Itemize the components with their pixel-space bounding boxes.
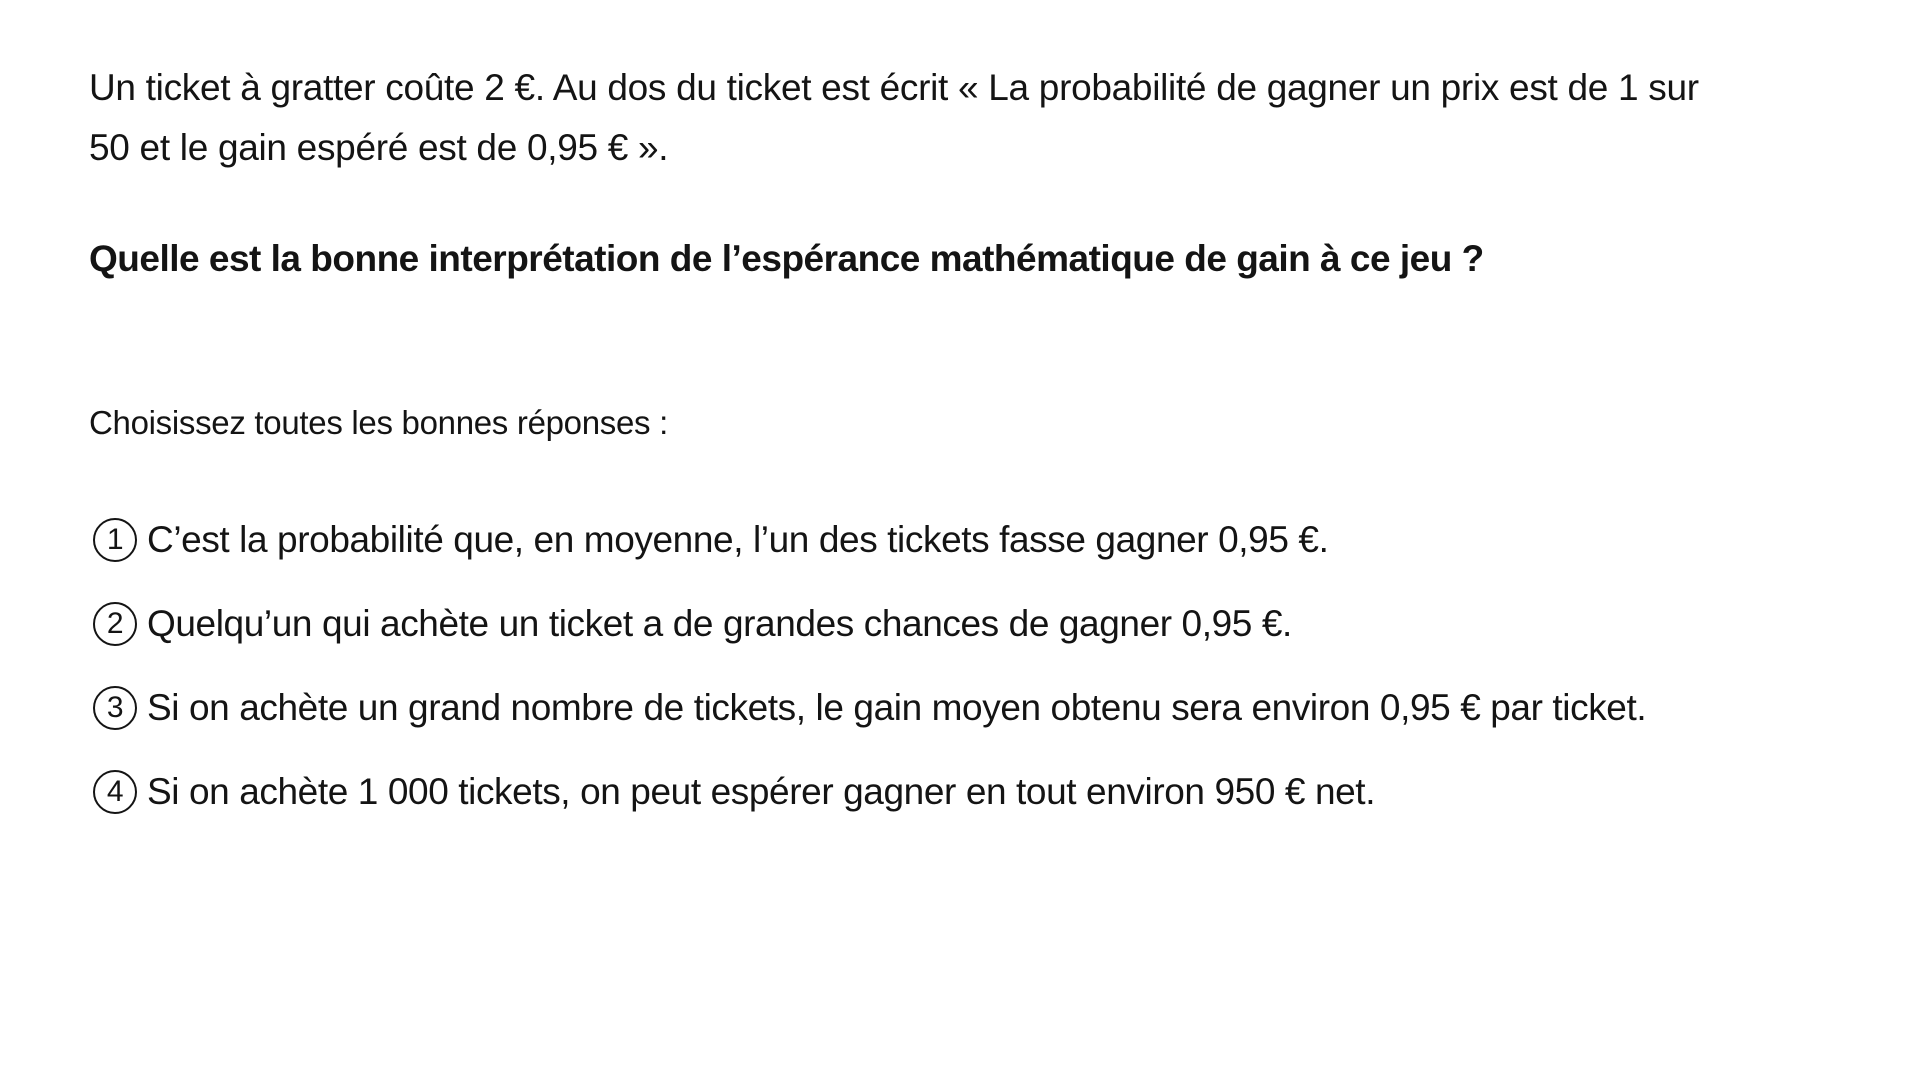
problem-statement-line-2: 50 et le gain espéré est de 0,95 € ».	[89, 127, 669, 168]
problem-statement	[89, 58, 1869, 178]
answer-instruction: Choisissez toutes les bonnes réponses :	[89, 404, 668, 441]
option-number-badge: 3	[93, 686, 137, 730]
answer-option-text: Si on achète 1 000 tickets, on peut espérer gagner en tout environ 950 € net.	[147, 771, 1376, 812]
answer-option-text: Quelqu’un qui achète un ticket a de grandes chances de gagner 0,95 €.	[147, 603, 1292, 644]
option-number-badge: 4	[93, 770, 137, 814]
answer-option-4[interactable]	[89, 750, 1889, 834]
option-number-badge: 1	[93, 518, 137, 562]
answer-option-1[interactable]	[89, 498, 1889, 582]
option-number-badge: 2	[93, 602, 137, 646]
answer-option-text: C’est la probabilité que, en moyenne, l’un des tickets fasse gagner 0,95 €.	[147, 519, 1329, 560]
answer-option-2[interactable]	[89, 582, 1889, 666]
answer-option-text: Si on achète un grand nombre de tickets, le gain moyen obtenu sera environ 0,95 € par ticket.	[147, 687, 1647, 728]
question-heading: Quelle est la bonne interprétation de l’espérance mathématique de gain à ce jeu ?	[89, 238, 1484, 279]
answer-options-list	[89, 498, 1889, 834]
answer-option-3[interactable]	[89, 666, 1889, 750]
problem-statement-line-1: Un ticket à gratter coûte 2 €. Au dos du ticket est écrit « La probabilité de gagner un prix est de 1 sur	[89, 67, 1699, 108]
